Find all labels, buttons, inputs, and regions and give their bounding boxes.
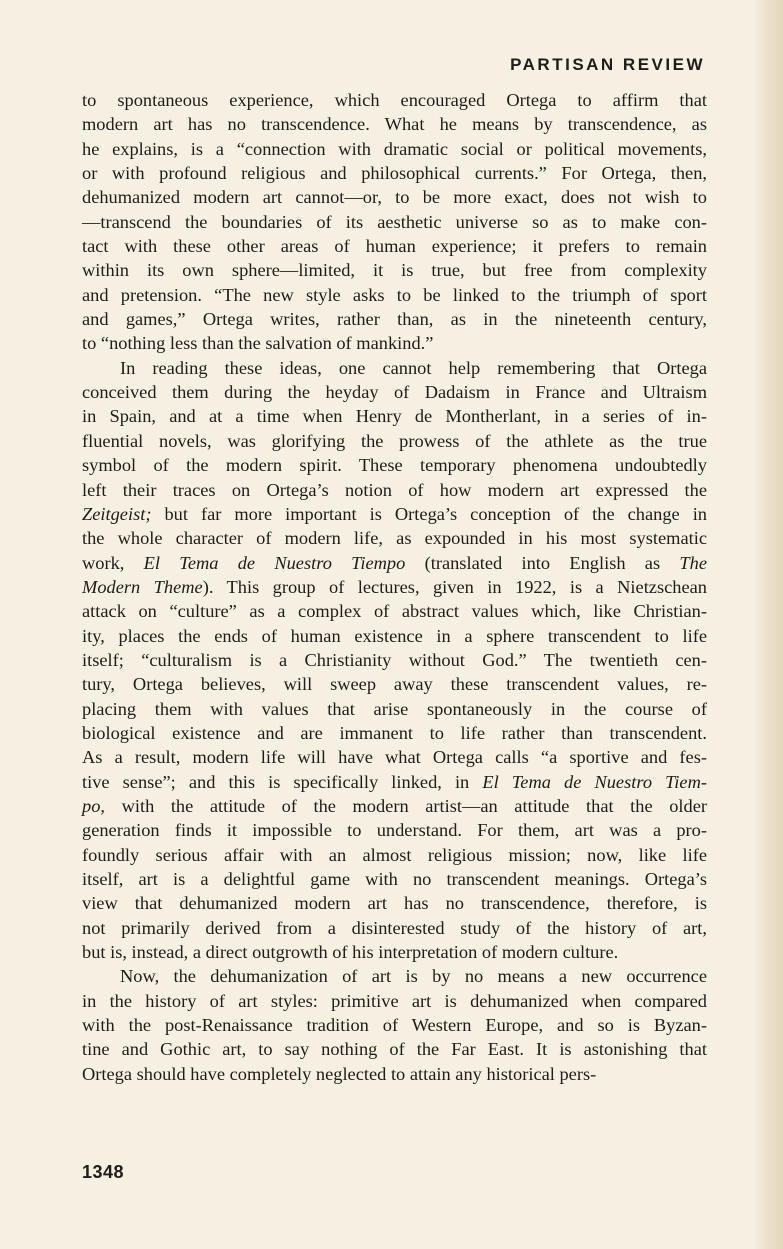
paragraph-2 (82, 356, 707, 965)
text-line: generation finds it impossible to understand. For them, art was a pro- (82, 820, 707, 841)
page-number: 1348 (82, 1162, 125, 1182)
text-line: —transcend the boundaries of its aesthetic universe so as to make con- (82, 211, 707, 232)
text-line: placing them with values that arise spontaneously in the course of (82, 698, 707, 719)
running-header: PARTISAN REVIEW (510, 55, 705, 74)
text-line: fluential novels, was glorifying the prowess of the athlete as the true (82, 430, 707, 451)
paragraph-3 (82, 964, 707, 1086)
text-line: Zeitgeist; but far more important is Ortega’s conception of the change in (82, 503, 707, 524)
text-line: he explains, is a “connection with dramatic social or political movements, (82, 138, 707, 159)
text-line: and pretension. “The new style asks to be linked to the triumph of sport (82, 284, 707, 305)
text-line: modern art has no transcendence. What he means by transcendence, as (82, 114, 707, 135)
text-line: in the history of art styles: primitive art is dehumanized when compared (82, 990, 707, 1011)
page-edge-shadow (753, 0, 783, 1249)
text-line: tury, Ortega believes, will sweep away these transcendent values, re- (82, 674, 707, 695)
text-line: itself; “culturalism is a Christianity without God.” The twentieth cen- (82, 649, 707, 670)
text-line: the whole character of modern life, as expounded in his most systematic (82, 528, 707, 549)
text-line: Modern Theme). This group of lectures, given in 1922, is a Nietzschean (82, 576, 707, 597)
text-line: attack on “culture” as a complex of abstract values which, like Christian- (82, 601, 707, 622)
text-line: not primarily derived from a disinterested study of the history of art, (82, 917, 707, 938)
text-line: symbol of the modern spirit. These temporary phenomena undoubtedly (82, 455, 707, 476)
text-line: Ortega should have completely neglected to attain any historical pers- (82, 1063, 597, 1084)
text-line: to spontaneous experience, which encouraged Ortega to affirm that (82, 90, 707, 110)
text-line: In reading these ideas, one cannot help remembering that Ortega (120, 357, 707, 378)
text-line: or with profound religious and philosophical currents.” For Ortega, then, (82, 163, 707, 184)
text-line: po, with the attitude of the modern artist—an attitude that the older (82, 795, 707, 816)
text-line: As a result, modern life will have what Ortega calls “a sportive and fes- (82, 747, 707, 768)
text-line: conceived them during the heyday of Dadaism in France and Ultraism (82, 382, 707, 403)
text-line: tact with these other areas of human experience; it prefers to remain (82, 236, 707, 257)
text-line: but is, instead, a direct outgrowth of his interpretation of modern culture. (82, 942, 619, 963)
text-line: tine and Gothic art, to say nothing of the Far East. It is astonishing that (82, 1039, 707, 1060)
text-line: tive sense”; and this is specifically linked, in El Tema de Nuestro Tiem- (82, 771, 707, 792)
text-line: and games,” Ortega writes, rather than, as in the nineteenth century, (82, 309, 707, 330)
text-line: dehumanized modern art cannot—or, to be more exact, does not wish to (82, 187, 707, 208)
text-line: Now, the dehumanization of art is by no means a new occurrence (120, 966, 707, 987)
text-line: in Spain, and at a time when Henry de Montherlant, in a series of in- (82, 406, 707, 427)
text-line: work, El Tema de Nuestro Tiempo (translated into English as The (82, 552, 707, 573)
text-line: ity, places the ends of human existence in a sphere transcendent to life (82, 625, 707, 646)
text-line: left their traces on Ortega’s notion of how modern art expressed the (82, 479, 707, 500)
text-line: with the post-Renaissance tradition of Western Europe, and so is Byzan- (82, 1015, 707, 1036)
text-line: biological existence and are immanent to life rather than transcendent. (82, 722, 707, 743)
text-line: itself, art is a delightful game with no transcendent meanings. Ortega’s (82, 869, 707, 889)
text-line: to “nothing less than the salvation of mankind.” (82, 333, 434, 354)
body-text (82, 88, 707, 1086)
text-line: within its own sphere—limited, it is true, but free from complexity (82, 260, 707, 281)
paragraph-1 (82, 88, 707, 356)
text-line: foundly serious affair with an almost religious mission; now, like life (82, 844, 707, 865)
text-line: view that dehumanized modern art has no transcendence, therefore, is (82, 893, 707, 914)
